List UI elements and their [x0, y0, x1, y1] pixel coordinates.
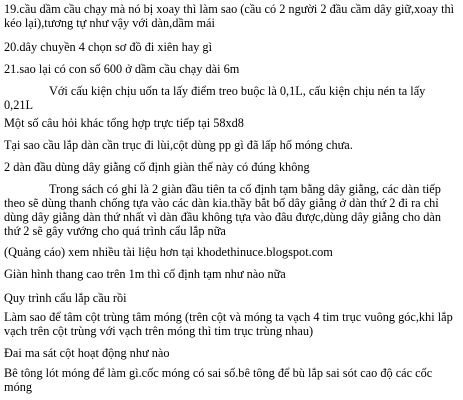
- paragraph-lifting-procedure: Quy trình cẩu lắp cầu rồi: [4, 291, 127, 305]
- paragraph-column-centering: Làm sao để tâm cột trùng tâm móng (trên cột và móng ta vạch 4 tim trục vuông góc,khi lắp vạch trên cột trùng với vạch trên móng thì tim trục trùng nhau): [4, 310, 453, 338]
- paragraph-q20: 20.dây chuyền 4 chọn sơ đồ đi xiên hay gì: [4, 40, 212, 54]
- paragraph-textbook-note: Trong sách có ghi là 2 giàn đầu tiên ta cố định tạm bằng dây giằng, các dàn tiếp theo sẽ dùng thanh chống tựa vào các dàn kia.thầy bắt bố dây giằng ở dàn thứ 2 đi ra chỉ dùng dây giằng dàn thứ nhất vì dàn đầu không tựa vào đâu được,dùng dây giằng cho dàn thứ 2 sẽ gây vướng cho quá trình cẩu lắp nữa: [4, 182, 441, 238]
- paragraph-advertisement: (Quảng cáo) xem nhiều tài liệu hơn tại khodethinuce.blogspot.com: [4, 245, 333, 259]
- paragraph-crane-reverse: Tại sao cầu lắp dàn cần trục đi lùi,cột dùng pp gì đã lấp hố móng chưa.: [4, 138, 353, 152]
- paragraph-lean-concrete: Bê tông lót móng để làm gì.cốc móng có sai số.bê tông để bù lắp sai sót cao độ các cốc móng: [4, 366, 433, 394]
- paragraph-friction-collar: Đai ma sát cột hoạt động như nào: [4, 346, 170, 360]
- paragraph-two-trusses: 2 dàn đầu dùng dây giằng cố định giàn thế này có đúng không: [4, 160, 310, 174]
- paragraph-trapezoid-truss: Giàn hình thang cao trên 1m thì cố định tạm như nào nữa: [4, 267, 286, 281]
- paragraph-answer-q21: Với cấu kiện chịu uốn ta lấy điểm treo buộc là 0,1L, cấu kiện chịu nén ta lấy 0,21L: [4, 84, 426, 112]
- paragraph-other-questions: Một số câu hỏi khác tổng hợp trực tiếp tại 58xd8: [4, 116, 244, 130]
- paragraph-q19: 19.cầu dầm cầu chạy mà nó bị xoay thì làm sao (cầu có 2 người 2 đầu cầm dây giữ,xoay thì kéo lại),tương tự như vậy với dàn,dầm mái: [4, 2, 455, 30]
- paragraph-q21: 21.sao lại có con số 600 ở dầm cầu chạy dài 6m: [4, 62, 240, 76]
